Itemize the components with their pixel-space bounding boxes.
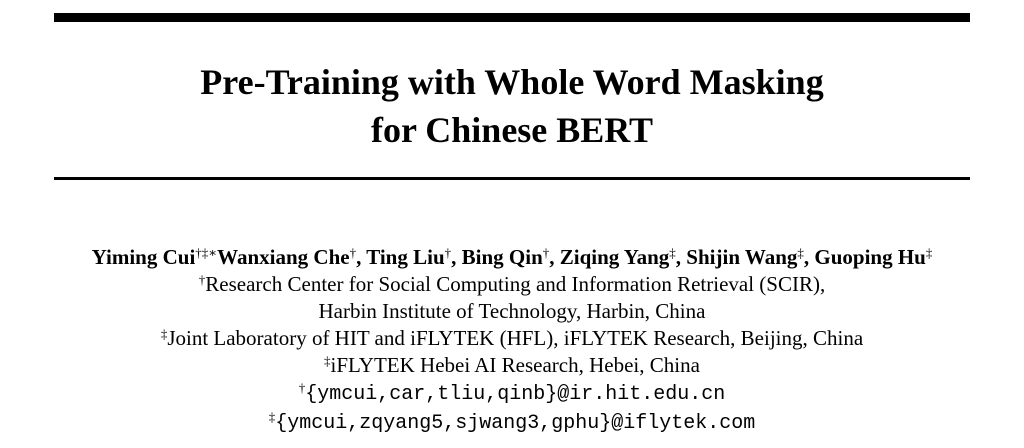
author-marks: ‡ [669, 245, 676, 260]
affiliation-text: Harbin Institute of Technology, Harbin, China [318, 299, 706, 323]
title-line-2: for Chinese BERT [370, 110, 654, 150]
email-mark: ‡ [268, 409, 276, 424]
author-marks: † [444, 245, 452, 260]
author-name: Ting Liu [366, 245, 445, 269]
email-address: {ymcui,zqyang5,sjwang3,gphu}@iflytek.com [275, 412, 756, 435]
affiliation-text: iFLYTEK Hebei AI Research, Hebei, China [330, 353, 700, 377]
affiliation-mark: ‡ [160, 326, 168, 341]
affiliation-line [0, 325, 1024, 352]
author-block [0, 244, 1024, 437]
author-list [0, 244, 1024, 271]
email-line [0, 408, 1024, 437]
author-separator: , [356, 245, 367, 269]
author-marks: ‡ [925, 245, 933, 260]
author-name: Ziqing Yang [559, 245, 670, 269]
title-rule [54, 177, 970, 180]
author-marks: † [349, 245, 357, 260]
affiliation-text: Research Center for Social Computing and Information Retrieval (SCIR), [205, 272, 826, 296]
email-line [0, 379, 1024, 408]
author-separator: , [675, 245, 687, 269]
affiliation-mark: ‡ [324, 353, 331, 368]
author-name: Guoping Hu [814, 245, 926, 269]
author-separator: , [451, 245, 462, 269]
author-marks: † [542, 245, 550, 260]
top-rule [54, 13, 970, 22]
affiliation-text: Joint Laboratory of HIT and iFLYTEK (HFL), iFLYTEK Research, Beijing, China [167, 326, 864, 350]
author-marks: †‡∗ [195, 245, 218, 260]
author-marks: ‡ [797, 245, 804, 260]
email-address: {ymcui,car,tliu,qinb}@ir.hit.edu.cn [305, 383, 726, 406]
author-name: Bing Qin [461, 245, 543, 269]
affiliation-line [0, 271, 1024, 298]
author-name: Yiming Cui [91, 245, 196, 269]
author-separator: , [803, 245, 815, 269]
author-name: Wanxiang Che [217, 245, 350, 269]
affiliation-line [0, 298, 1024, 325]
author-name: Shijin Wang [686, 245, 798, 269]
email-mark: † [298, 380, 306, 395]
affiliation-line [0, 352, 1024, 379]
author-separator: , [549, 245, 560, 269]
paper-title [0, 58, 1024, 154]
title-line-1: Pre-Training with Whole Word Masking [200, 62, 824, 102]
affiliation-mark: † [198, 272, 206, 287]
